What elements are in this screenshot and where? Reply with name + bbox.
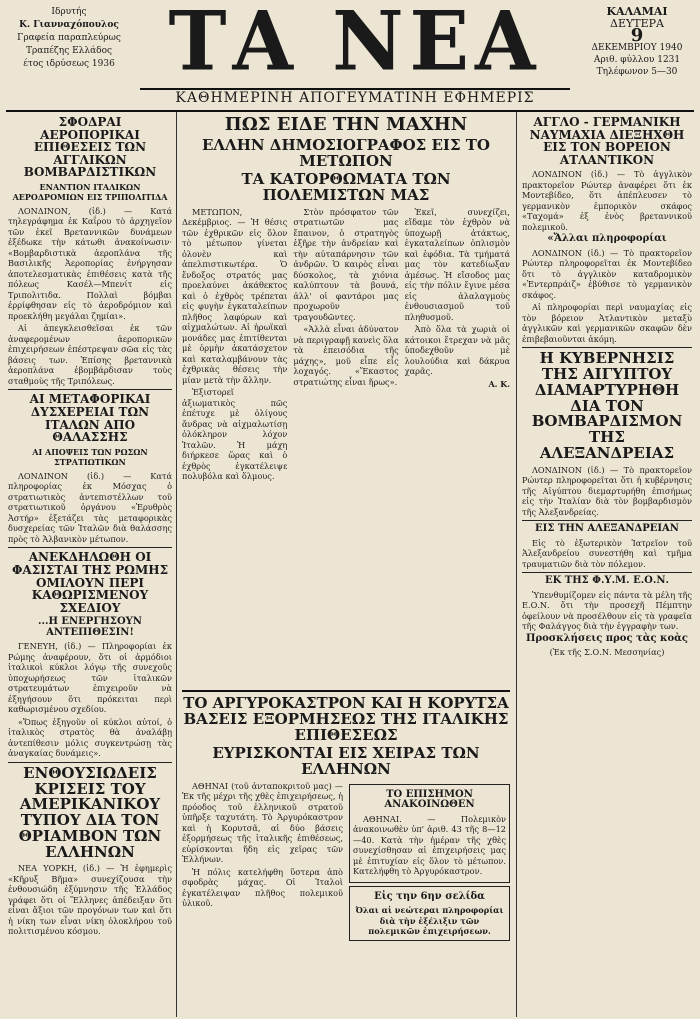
article-paragraph: «Ὅπως ἐξηγοῦν οἱ κύκλοι αὐτοί, ὁ ἰταλικὸς στρατὸς θὰ ἀναλάβῃ ἀντεπίθεσιν μόλις συγκεντρώσῃ τὰς ἀναγκαίας δυνάμεις». <box>8 716 172 759</box>
masthead-right-box <box>582 6 692 78</box>
masthead-rule <box>6 110 694 112</box>
left-column <box>8 114 172 1014</box>
article-paragraph: Ὑπενθυμίζομεν εἰς πάντα τὰ μέλη τῆς Ε.Ο.Ν. ὅτι τὴν προσεχῆ Πέμπτην ὀφείλουν νὰ προσέλθουν εἰς τὰ γραφεῖα τῆς Φαλάγγος διὰ τὴν ἐγγραφὴν των. <box>522 589 692 632</box>
headline: ΑΓΓΛΟ - ΓΕΡΜΑΝΙΚΗ ΝΑΥΜΑΧΙΑ ΔΙΕΞΗΧΘΗ ΕΙΣ ΤΟΝ ΒΟΡΕΙΟΝ ΑΤΛΑΝΤΙΚΟΝ <box>529 115 685 167</box>
official-announcement-box <box>349 784 510 883</box>
article-column <box>182 207 287 484</box>
headline: ΕΚ ΤΗΣ Φ.Υ.Μ. Ε.Ο.Ν. <box>545 575 669 587</box>
masthead-left-box <box>10 6 128 71</box>
article-paragraph: ΝΕΑ ΥΟΡΚΗ, (ἰδ.) — Ἡ ἐφημερὶς «Κῆρυξ Βῆμα» συνεχίζουσα τὴν ἐνθουσιώδη ἐξύμνησιν τῆς Ἑλλάδος γράφει ὅτι οἱ Ἕλληνες ἀπέδειξαν ὅτι εἶναι ἄξιοι τῶν προγόνων των καὶ ὅτι ἡ νίκη των εἶναι νίκη ὁλοκλήρου τοῦ πολιτισμένου κόσμου. <box>8 863 172 937</box>
article-column <box>293 207 398 484</box>
box-headline: ΤΟ ΕΠΙΣΗΜΟΝ ΑΝΑΚΟΙΝΩΘΕΝ <box>384 788 475 811</box>
newspaper-subtitle: ΚΑΘΗΜΕΡΙΝΗ ΑΠΟΓΕΥΜΑΤΙΝΗ ΕΦΗΜΕΡΙΣ <box>140 88 570 106</box>
article-column <box>182 781 343 944</box>
divider <box>8 389 172 390</box>
article-columns <box>182 207 510 484</box>
article-paragraph: ΓΕΝΕΥΗ, (ἰδ.) — Πληροφορίαι ἐκ Ρώμης ἀναφέρουν, ὅτι οἱ ἁρμόδιοι ἰταλικοὶ κύκλοι λόγῳ τῆς συνεχοῦς ὑποχωρήσεως τῶν ἰταλικῶν στρατευμάτων ἐπιχειροῦν νὰ ἐξηγήσουν ὅτι πρόκειται περὶ καθωρισμένου σχεδίου. <box>8 641 172 715</box>
article-paragraph: «Ἀλλὰ εἶναι ἀδύνατον νὰ περιγραφῇ κανεὶς ὅλα τὰ ἐπεισόδια τῆς μάχης», μοῦ εἶπε εἷς λοχαγός. «Ἕκαστος στρατιώτης εἶναι ἥρως». <box>293 324 399 387</box>
subheadline: «Ἄλλαι πληροφορίαι <box>547 233 667 245</box>
headline: ΠΩΣ ΕΙΔΕ ΤΗΝ ΜΑΧΗΝ <box>224 114 468 135</box>
box-headline: Εἰς την 6ην σελίδα <box>374 890 485 902</box>
director-label: Ιδρυτής <box>51 7 87 17</box>
offices-line-1: Γραφεία παραπλεύρως <box>17 33 121 43</box>
month-year: ΔΕΚΕΜΒΡΙΟΥ 1940 <box>591 43 683 53</box>
article-paragraph: Ἐξιστορεῖ ἀξιωματικὸς πῶς ἐπέτυχε μὲ ὀλίγους ἄνδρας νὰ αἰχμαλωτίσῃ ὁλόκληρον λόχον Ἰταλῶν. Ἡ μάχη διήρκεσε ὥρας καὶ ὁ ἐχθρὸς ἐγκατέλειψε πολυβόλα καὶ ὅλμους. <box>182 387 288 482</box>
right-column <box>522 114 692 1014</box>
article-paragraph: Αἱ πληροφορίαι περὶ ναυμαχίας εἰς τὸν βόρειον Ἀτλαντικὸν μεταξὺ ἀγγλικῶν καὶ γερμανικῶν σκαφῶν δὲν ἐπιβεβαιοῦνται ἀκόμη. <box>522 302 692 344</box>
day-number: 9 <box>630 25 644 46</box>
offices-line-2: Τραπέζης Ελλάδος <box>25 46 113 56</box>
article-paragraph: Εἰς τὸ ἐξωτερικὸν Ἰατρεῖον τοῦ Ἀλεξανδρείου συνεστήθη καὶ τμῆμα τραυματιῶν διὰ τὸν πόλεμον. <box>522 537 692 569</box>
article-paragraph: ΜΕΤΩΠΟΝ, Δεκέμβριος. — Ἡ θέσις τῶν ἐχθρικῶν εἰς ὅλον τὸ μέτωπον γίνεται ὁλονὲν καὶ ἀπελπιστικωτέρα. Ὁ ἔνδοξος στρατός μας προελαύνει ἀκάθεκτος καὶ ὁ ἐχθρὸς τρέπεται εἰς φυγὴν ἐγκαταλείπων πλῆθος λαφύρων καὶ αἰχμαλώτων. Αἱ ἡρωϊκαὶ μονάδες μας ἐπιτίθενται μὲ ὁρμὴν ἀκατάσχετον καὶ καταλαμβάνουν τὰς ἐχθρικὰς θέσεις τὴν μίαν μετὰ τὴν ἄλλην. <box>182 206 288 385</box>
divider <box>522 347 692 348</box>
issue-number: Αριθ. φύλλου 1231 <box>593 55 681 65</box>
article-paragraph: Αἱ ἀπεγκλεισθεῖσαι ἐκ τῶν ἀναφερομένων ἀεροπορικῶν ἐπιχειρήσεων ἐπέστρεψαν σῶα εἰς τὰς βάσεις των. Ἐπίσης βρεταννικὰ ἀεροπλάνα ἐβομβάρδισαν τοὺς σταθμοὺς τῆς Τριπόλεως. <box>8 323 172 386</box>
article-columns <box>182 781 510 944</box>
article-paragraph: ΛΟΝΔΙΝΟΝ, (ἰδ.) — Κατά τηλεγράφημα ἐκ Καΐρου τὸ ἀρχηγεῖον τῶν ἐκεῖ Βρεταννικῶν δυνάμεων ἐξέδωκε τὴν κάτωθι ἀνακοίνωσιν· «Βομβαρδιστικὰ ἀεροπλάνα τῆς Βασιλικῆς Ἀεροπορίας ἐνήργησαν ἀποτελεσματικὰς ἐπιθέσεις κατὰ τῆς πόλεως Κασέλ—Μπενίτ εἰς Τριπολιτιδα. Πολλαὶ βόμβαι ἐρρίφθησαν εἰς τὸ ἀεροδρόμιον καὶ προεκλήθη μεγάλαι ζημίαι». <box>8 205 172 321</box>
center-bottom-article <box>182 694 510 1014</box>
column-divider <box>176 112 177 1017</box>
headline: ΕΝΘΟΥΣΙΩΔΕΙΣ ΚΡΙΣΕΙΣ ΤΟΥ ΑΜΕΡΙΚΑΝΙΚΟΥ ΤΥΠΟΥ ΔΙΑ ΤΟΝ ΘΡΙΑΜΒΟΝ ΤΩΝ ΕΛΛΗΝΩΝ <box>18 763 162 861</box>
article-paragraph: ΛΟΝΔΙΝΟΝ (ἰδ.) — Τὸ πρακτορεῖον Ρώυτερ πληροφορεῖται ἐκ Μοντεβίδεο ὅτι τὸ ἀγγλικὸν καταδρομικὸν «Ἐντερπράιζ» ἐβύθισε τὸ γερμανικὸν σκάφος. <box>522 247 692 300</box>
box-text: ΑΘΗΝΑΙ. — Πολεμικὸν ἀνακοινωθὲν ὑπ' ἀριθ. 43 τῆς 8—12—40. Κατὰ τὴν ἡμέραν τῆς χθὲς συνεχίσθησαν αἱ ἐπιχειρήσεις μας μὲ ἐπιτυχίαν εἰς ὅλον τὸ μέτωπον. Κατελήφθη τὸ Ἀργυρόκαστρον. <box>353 813 506 877</box>
headline: ΕΥΡΙΣΚΟΝΤΑΙ ΕΙΣ ΧΕΙΡΑΣ ΤΩΝ ΕΛΛΗΝΩΝ <box>212 744 480 778</box>
article-paragraph: Στὸν πρόσφατον τῶν στρατιωτῶν μας ἔπαινον, ὁ στρατηγὸς ἐξῆρε τὴν ἀνδρείαν καὶ τὴν αὐταπάρνησιν τῶν ἀνδρῶν. Ὁ καιρὸς εἶναι δύσκολος, τὰ χιόνια καλύπτουν τὰ βουνά, ἀλλ' οἱ φαντάροι μας προχωροῦν τραγουδῶντες. <box>293 206 399 322</box>
section-rule <box>182 690 510 692</box>
article-paragraph: Ἡ πόλις κατελήφθη ὕστερα ἀπὸ σφοδρὰς μάχας. Οἱ Ἰταλοὶ ἐγκατέλειψαν πλῆθος πολεμικοῦ ὑλικοῦ. <box>182 866 343 909</box>
headline: ΤΟ ΑΡΓΥΡΟΚΑΣΤΡΟΝ ΚΑΙ Η ΚΟΡΥΤΣΑ ΒΑΣΕΙΣ ΕΞΟΡΜΗΣΕΩΣ ΤΗΣ ΙΤΑΛΙΚΗΣ ΕΠΙΘΕΣΕΩΣ <box>183 694 509 744</box>
divider <box>522 520 692 521</box>
headline: ΕΙΣ ΤΗΝ ΑΛΕΞΑΝΔΡΕΙΑΝ <box>535 523 679 535</box>
subheadline: ΕΝΑΝΤΙΟΝ ΙΤΑΛΙΚΩΝ ΑΕΡΟΔΡΟΜΙΩΝ ΕΙΣ ΤΡΙΠΟΛΙΤΙΔΑ <box>12 181 168 203</box>
phone: Τηλέφωνον 5—30 <box>596 67 678 77</box>
box-text: Όλαι αἱ νεώτεραι πληροφορίαι διὰ τὴν ἐξέλιξιν τῶν πολεμικῶν ἐπιχειρήσεων. <box>355 905 504 937</box>
author-signature: Α. Κ. <box>488 378 510 389</box>
article-column <box>405 207 510 484</box>
article-column <box>349 781 510 944</box>
see-page-box <box>349 886 510 941</box>
headline: ΑΙ ΜΕΤΑΦΟΡΙΚΑΙ ΔΥΣΧΕΡΕΙΑΙ ΤΩΝ ΙΤΑΛΩΝ ΑΠΟ ΘΑΛΑΣΣΗΣ <box>29 392 151 445</box>
subheadline: Προσκλήσεις προς τὰς κοὰς <box>526 632 688 644</box>
article-paragraph: ΑΘΗΝΑΙ (τοῦ ἀνταποκριτοῦ μας) — Ἐκ τῆς μέχρι τῆς χθὲς ἐπιχειρήσεως, ἡ πρόοδος τοῦ ἑλληνικοῦ στρατοῦ ὑπῆρξε ταχυτάτη. Τὸ Ἀργυρόκαστρον καὶ ἡ Κορυτσᾶ, αἱ δύο βάσεις ἐξορμήσεως τῆς ἰταλικῆς ἐπιθέσεως, εὑρίσκονται ἤδη εἰς χεῖρας τῶν Ἑλλήνων. <box>182 780 343 865</box>
director-name: Κ. Γιανναχόπουλος <box>19 20 119 30</box>
city: ΚΑΛΑΜΑΙ <box>606 5 668 18</box>
subheadline: ΑΙ ΑΠΟΨΕΙΣ ΤΩΝ ΡΩΣΩΝ ΣΤΡΑΤΙΩΤΙΚΩΝ <box>32 446 148 468</box>
headline: ΤΑ ΚΑΤΟΡΘΩΜΑΤΑ ΤΩΝ ΠΟΛΕΜΙΣΤΩΝ ΜΑΣ <box>241 170 451 205</box>
weekday: ΔΕΥΤΕΡΑ <box>610 17 664 30</box>
headline: Η ΚΥΒΕΡΝΗΣΙΣ ΤΗΣ ΑΙΓΥΠΤΟΥ ΔΙΑΜΑΡΤΥΡΗΘΗ ΔΙΑ ΤΟΝ ΒΟΜΒΑΡΔΙΣΜΟΝ ΤΗΣ ΑΛΕΞΑΝΔΡΕΙΑΣ <box>531 349 683 462</box>
source-line: (Ἐκ τῆς Σ.Ο.Ν. Μεσσηνίας) <box>549 647 665 658</box>
divider <box>522 572 692 573</box>
article-paragraph: Ἐκεῖ, συνεχίζει, εἴδαμε τὸν ἐχθρὸν νὰ ὑποχωρῇ ἀτάκτως, ἐγκαταλείπων ὁπλισμὸν καὶ ἐφόδια. Τὰ τμήματά μας τὸν κατεδίωξαν ἀμέσως. Ἡ εἴσοδος μας εἰς τὴν πόλιν ἔγινε μέσα εἰς ἀλαλαγμοὺς ἐνθουσιασμοῦ τοῦ πληθυσμοῦ. <box>404 206 510 322</box>
article-paragraph: Ἀπὸ ὅλα τὰ χωριὰ οἱ κάτοικοι ἔτρεχαν νὰ μᾶς ὑποδεχθοῦν μὲ λουλούδια καὶ δάκρυα χαρᾶς. <box>404 324 510 377</box>
article-paragraph: ΛΟΝΔΙΝΟΝ (ἰδ.) — Τὸ ἀγγλικὸν πρακτορεῖον Ρώυτερ ἀναφέρει ὅτι ἐκ Μοντεβίδεο, ὅτι ἀπέπλευσεν τὸ γερμανικὸν ἐμπορικὸν σκάφος «Ταχομά» ἐξ ἐνὸς βρεταννικοῦ πολεμικοῦ. <box>522 169 692 232</box>
subheadline: ...Η ΕΝΕΡΓΗΣΟΥΝ ΑΝΤΕΠΙΘΕΣΙΝ! <box>38 616 142 638</box>
article-paragraph: ΛΟΝΔΙΝΟΝ (ἰδ.) — Τὸ πρακτορεῖον Ρώυτερ πληροφορεῖται ὅτι ἡ κυβέρνησις τῆς Αἰγύπτου διεμαρτυρήθη ἐπισήμως εἰς τὴν Ἰταλίαν διὰ τὸν βομβαρδισμὸν τῆς Ἀλεξανδρείας. <box>522 464 692 517</box>
column-divider <box>516 112 517 1017</box>
divider <box>8 762 172 763</box>
article-paragraph: ΛΟΝΔΙΝΟΝ (ἰδ.) — Κατά πληροφορίας ἐκ Μόσχας ὁ στρατιωτικὸς ἀντεπιστέλλων τοῦ στρατιωτικοῦ ὀργάνου «Ἐρυθρὸς Ἀστήρ» ἐξετάζει τὰς μεταφορικὰς δυσχερείας τῶν Ἰταλῶν διὰ θαλάσσης πρὸς τὸ Ἀλβανικὸν μέτωπον. <box>8 470 172 544</box>
headline: ΣΦΟΔΡΑΙ ΑΕΡΟΠΟΡΙΚΑΙ ΕΠΙΘΕΣΕΙΣ ΤΩΝ ΑΓΓΛΙΚΩΝ ΒΟΜΒΑΡΔΙΣΤΙΚΩΝ <box>23 115 157 180</box>
newspaper-title: ΤΑ ΝΕΑ <box>168 0 542 90</box>
founded-year: έτος ιδρύσεως 1936 <box>23 59 115 69</box>
divider <box>8 547 172 548</box>
headline: ΕΛΛΗΝ ΔΗΜΟΣΙΟΓΡΑΦΟΣ ΕΙΣ ΤΟ ΜΕΤΩΠΟΝ <box>201 135 491 170</box>
center-top-article <box>182 114 510 644</box>
headline: ΑΝΕΚΔΗΛΩΘΗ ΟΙ ΦΑΣΙΣΤΑΙ ΤΗΣ ΡΩΜΗΣ ΟΜΙΛΟΥΝ ΠΕΡΙ ΚΑΘΩΡΙΣΜΕΝΟΥ ΣΧΕΔΙΟΥ <box>11 550 169 615</box>
